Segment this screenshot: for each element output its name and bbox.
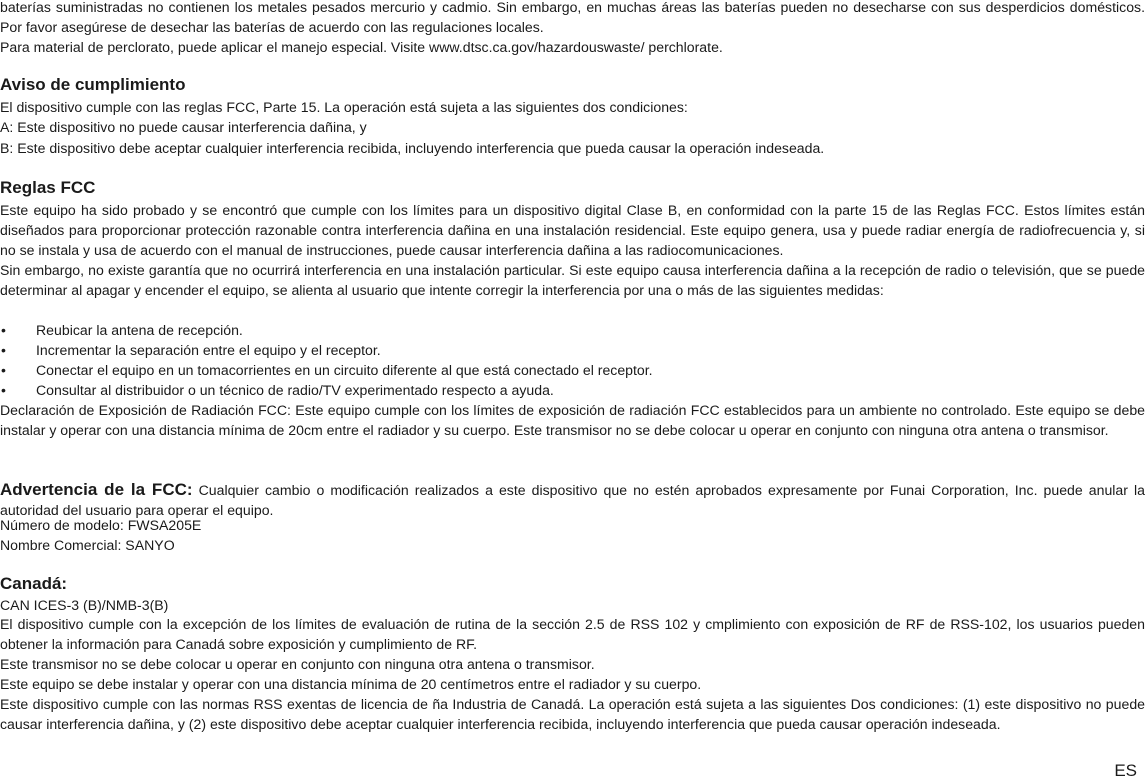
trade-name: Nombre Comercial: SANYO <box>0 537 175 553</box>
bullet-icon: • <box>1 382 6 398</box>
perchlorate-text: Para material de perclorato, puede aplicar el manejo especial. Visite www.dtsc.ca.gov/hazardouswaste/ perchlorate. <box>0 39 723 55</box>
fcc-warning-paragraph <box>0 480 1145 520</box>
list-item-text: Incrementar la separación entre el equipo y el receptor. <box>36 342 381 358</box>
list-item-text: Consultar al distribuidor o un técnico de radio/TV experimentado respecto a ayuda. <box>36 382 554 398</box>
canada-heading: Canadá: <box>0 574 68 593</box>
compliance-line: B: Este dispositivo debe aceptar cualquier interferencia recibida, incluyendo interferencia que pueda causar la operación indeseada. <box>0 140 825 156</box>
page-language-label: ES <box>1114 761 1137 780</box>
fcc-rules-paragraph: Este equipo ha sido probado y se encontró que cumple con los límites para un dispositivo digital Clase B, en conformidad con la parte 15 de las Reglas FCC. Estos límites están diseñados para proporcionar protección razonable contra interferencia dañina en una instalación residencial. Este equipo genera, usa y puede radiar energía de radiofrecuencia y, si no se instala y usa de acuerdo con el manual de instrucciones, puede causar interferencia dañina a las radiocomunicaciones. <box>0 202 1145 258</box>
battery-disposal-text: baterías suministradas no contienen los metales pesados mercurio y cadmio. Sin embargo, en muchas áreas las baterías pueden no desecharse con sus desperdicios domésticos. Por favor asegúrese de desechar las baterías de acuerdo con las regulaciones locales. <box>0 0 1145 35</box>
list-item-text: Reubicar la antena de recepción. <box>36 322 243 338</box>
compliance-line: El dispositivo cumple con las reglas FCC, Parte 15. La operación está sujeta a las siguientes dos condiciones: <box>0 99 688 115</box>
canada-rss-exposure: El dispositivo cumple con la excepción de los límites de evaluación de rutina de la sección 2.5 de RSS 102 y cmplimiento con exposición de RF de RSS-102, los usuarios pueden obtener la información para Canadá sobre exposición y cumplimiento de RF. <box>0 616 1145 652</box>
compliance-heading: Aviso de cumplimiento <box>0 75 186 94</box>
bullet-icon: • <box>1 362 6 378</box>
fcc-warning-text: Cualquier cambio o modificación realizados a este dispositivo que no estén aprobados expresamente por Funai Corporation, Inc. puede anular la autoridad del usuario para operar el equipo. <box>0 482 1145 518</box>
bullet-icon: • <box>1 322 6 338</box>
compliance-line: A: Este dispositivo no puede causar interferencia dañina, y <box>0 119 367 135</box>
fcc-rules-heading: Reglas FCC <box>0 178 96 197</box>
canada-distance: Este equipo se debe instalar y operar con una distancia mínima de 20 centímetros entre el radiador y su cuerpo. <box>0 676 702 692</box>
fcc-rules-paragraph: Sin embargo, no existe garantía que no ocurrirá interferencia en una instalación particular. Si este equipo causa interferencia dañina a la recepción de radio o televisión, que se puede determinar al apagar y encender el equipo, se alienta al usuario que intente corregir la interferencia por una o más de las siguientes medidas: <box>0 262 1145 298</box>
bullet-icon: • <box>1 342 6 358</box>
ices-label: CAN ICES-3 (B)/NMB-3(B) <box>0 597 169 613</box>
radiation-exposure-statement: Declaración de Exposición de Radiación FCC: Este equipo cumple con los límites de exposición de radiación FCC establecidos para un ambiente no controlado. Este equipo se debe instalar y operar con una distancia mínima de 20cm entre el radiador y su cuerpo. Este transmisor no se debe colocar u operar en conjunto con ninguna otra antena o transmisor. <box>0 402 1145 438</box>
canada-colocation: Este transmisor no se debe colocar u operar en conjunto con ninguna otra antena o transmisor. <box>0 656 595 672</box>
canada-conditions: Este dispositivo cumple con las normas RSS exentas de licencia de ña Industria de Canadá. La operación está sujeta a las siguientes Dos condiciones: (1) este dispositivo no puede causar interferencia dañina, y (2) este dispositivo debe aceptar cualquier interferencia recibida, incluyendo interferencia que pueda causar operación indeseada. <box>0 696 1145 732</box>
model-number: Número de modelo: FWSA205E <box>0 517 202 533</box>
list-item-text: Conectar el equipo en un tomacorrientes en un circuito diferente al que está conectado el receptor. <box>36 362 653 378</box>
fcc-warning-heading: Advertencia de la FCC: <box>0 480 193 499</box>
